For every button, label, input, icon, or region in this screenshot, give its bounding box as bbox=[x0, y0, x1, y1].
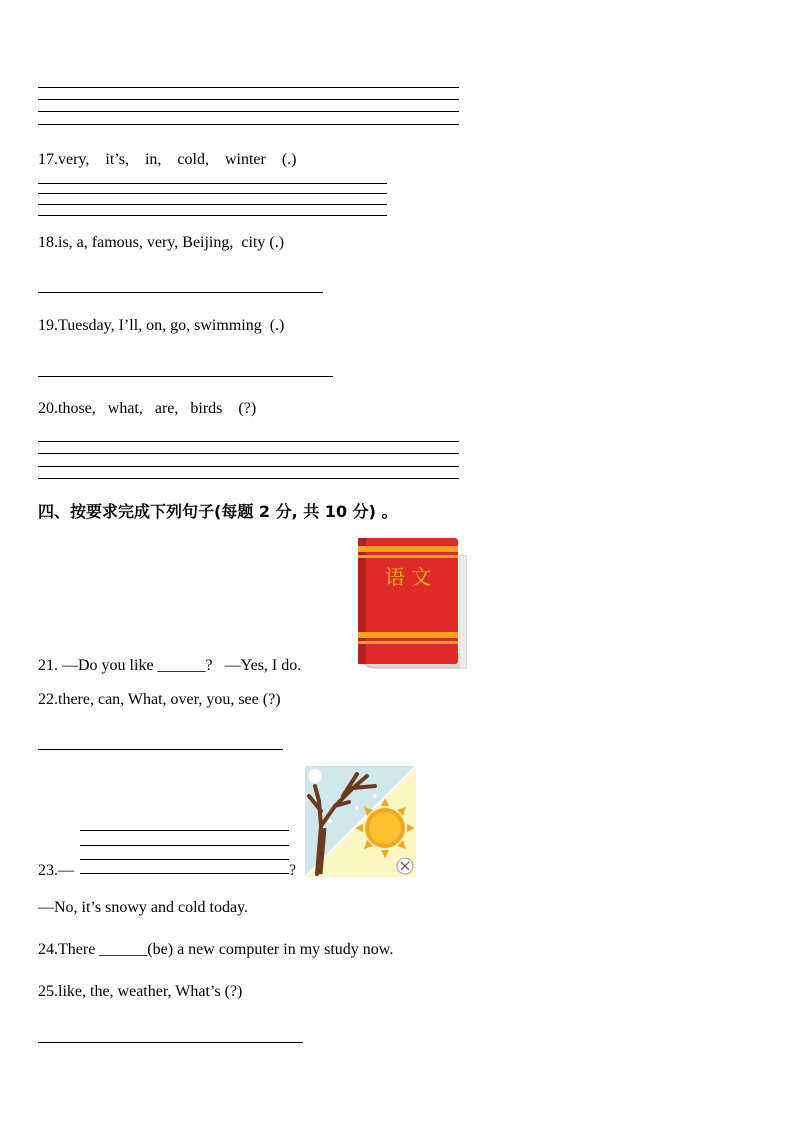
answer-line bbox=[38, 193, 387, 194]
snow-tree-and-sun-icon bbox=[305, 766, 416, 877]
answer-line bbox=[38, 99, 459, 100]
question-23-label: 23.— bbox=[38, 862, 74, 879]
answer-line bbox=[38, 466, 459, 467]
question-18: 18.is, a, famous, very, Beijing, city (.) bbox=[38, 234, 285, 251]
answer-line bbox=[38, 749, 283, 750]
answer-line bbox=[38, 292, 323, 293]
answer-line bbox=[38, 1042, 303, 1043]
answer-line bbox=[38, 87, 459, 88]
question-22: 22.there, can, What, over, you, see (?) bbox=[38, 691, 281, 708]
question-19: 19.Tuesday, I’ll, on, go, swimming (.) bbox=[38, 317, 285, 334]
section-heading: 四、按要求完成下列句子(每题 2 分, 共 10 分) 。 bbox=[38, 502, 398, 521]
question-23-qmark: ? bbox=[289, 862, 297, 879]
answer-line bbox=[80, 859, 289, 860]
answer-line bbox=[80, 830, 289, 831]
question-24: 24.There ______(be) a new computer in my study now. bbox=[38, 941, 394, 958]
answer-line bbox=[38, 111, 459, 112]
answer-line bbox=[38, 183, 387, 184]
answer-line bbox=[38, 124, 459, 125]
answer-line bbox=[38, 478, 459, 479]
answer-line bbox=[80, 873, 289, 874]
question-17: 17.very, it’s, in, cold, winter (.) bbox=[38, 151, 297, 168]
answer-line bbox=[38, 453, 459, 454]
answer-line bbox=[38, 204, 387, 205]
answer-line bbox=[38, 376, 333, 377]
answer-line bbox=[38, 215, 387, 216]
question-21: 21. —Do you like ______? —Yes, I do. bbox=[38, 657, 302, 674]
question-25: 25.like, the, weather, What’s (?) bbox=[38, 983, 243, 1000]
answer-line bbox=[80, 845, 289, 846]
answer-line bbox=[38, 441, 459, 442]
chinese-textbook-icon bbox=[356, 536, 468, 670]
question-23-answer: —No, it’s snowy and cold today. bbox=[38, 899, 249, 916]
book-title: 语 文 bbox=[384, 565, 432, 589]
question-20: 20.those, what, are, birds (?) bbox=[38, 400, 257, 417]
